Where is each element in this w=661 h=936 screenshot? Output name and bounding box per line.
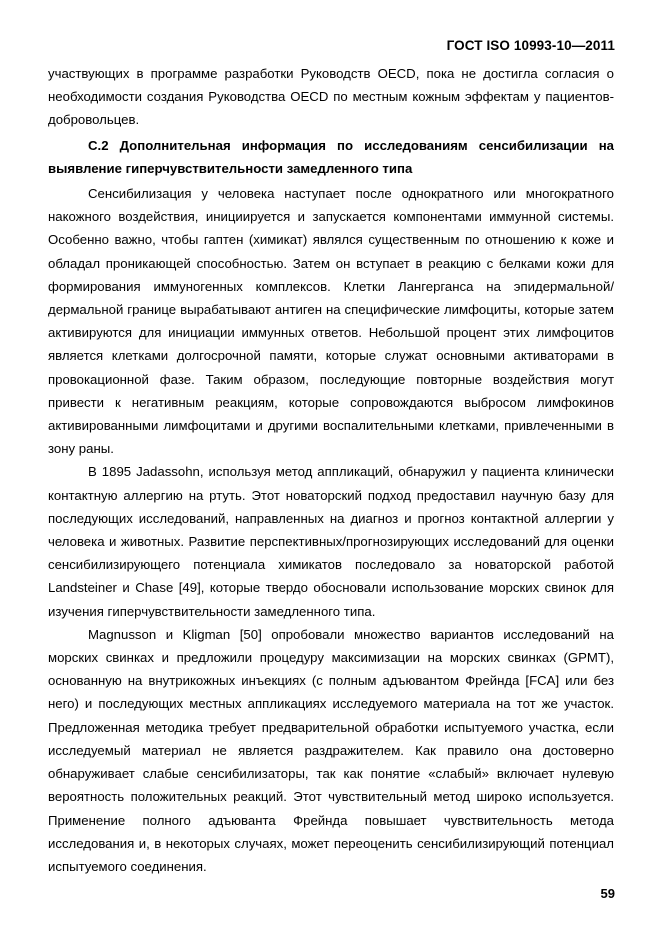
document-id: ГОСТ ISO 10993-10—2011 xyxy=(446,38,615,53)
section-heading: C.2 Дополнительная информация по исследованиям сенсибилизации на выявление гиперчувствительности замедленного типа xyxy=(48,137,614,176)
document-header xyxy=(447,38,615,53)
continuation-paragraph: участвующих в программе разработки Руководств OECD, пока не достигла согласия о необходимости создания Руководства OECD по местным кожным эффектам у пациентов-добровольцев. xyxy=(48,66,614,128)
page-number: 59 xyxy=(600,886,615,901)
paragraph-sensitization: Сенсибилизация у человека наступает после однократного или многократного накожного воздействия, инициируется и запускается компонентами иммунной системы. Особенно важно, чтобы гаптен (химикат) являлся существенным по отношению к коже и обладал проникающей способностью. Затем он вступает в реакцию с белками кожи для формирования иммуногенных комплексов. Клетки Лангерганса на эпидермальной/дермальной границе вырабатывают антиген на специфические лимфоциты, которые затем активируются для инициации иммунных ответов. Небольшой процент этих лимфоцитов является клетками долгосрочной памяти, которые служат основными активаторами в провокационной фазе. Таким образом, последующие повторные воздействия могут привести к негативным реакциям, которые сопровождаются выбросом лимфокинов активированными лимфоцитами и другими воспалительными клетками, привлеченными в зону раны. xyxy=(48,186,614,457)
paragraph-jadassohn: В 1895 Jadassohn, используя метод аппликаций, обнаружил у пациента клинически контактную аллергию на ртуть. Этот новаторский подход предоставил научную базу для последующих исследований, направленных на диагноз и прогноз контактной аллергии у человека и животных. Развитие перспективных/прогнозирующих исследований для оценки сенсибилизирующего потенциала химикатов последовало за новаторской работой Landsteiner и Chase [49], которые твердо обосновали использование морских свинок для изучения гиперчувствительности замедленного типа. xyxy=(48,464,614,619)
document-body xyxy=(48,62,614,878)
paragraph-magnusson-kligman: Magnusson и Kligman [50] опробовали множество вариантов исследований на морских свинках и предложили процедуру максимизации на морских свинках (GPMT), основанную на внутрикожных инъекциях (с полным адъювантом Фрейнда [FCA] или без него) и последующих местных аппликациях исследуемого материала на тот же участок. Предложенная методика требует предварительной обработки испытуемого участка, если исследуемый материал не является раздражителем. Как правило она достоверно обнаруживает слабые сенсибилизаторы, так как понятие «слабый» включает нулевую вероятность положительных реакций. Этот чувствительный метод широко используется. Применение полного адъюванта Фрейнда повышает чувствительность метода исследования и, в некоторых случаях, может переоценить сенсибилизирующий потенциал испытуемого соединения. xyxy=(48,626,614,874)
